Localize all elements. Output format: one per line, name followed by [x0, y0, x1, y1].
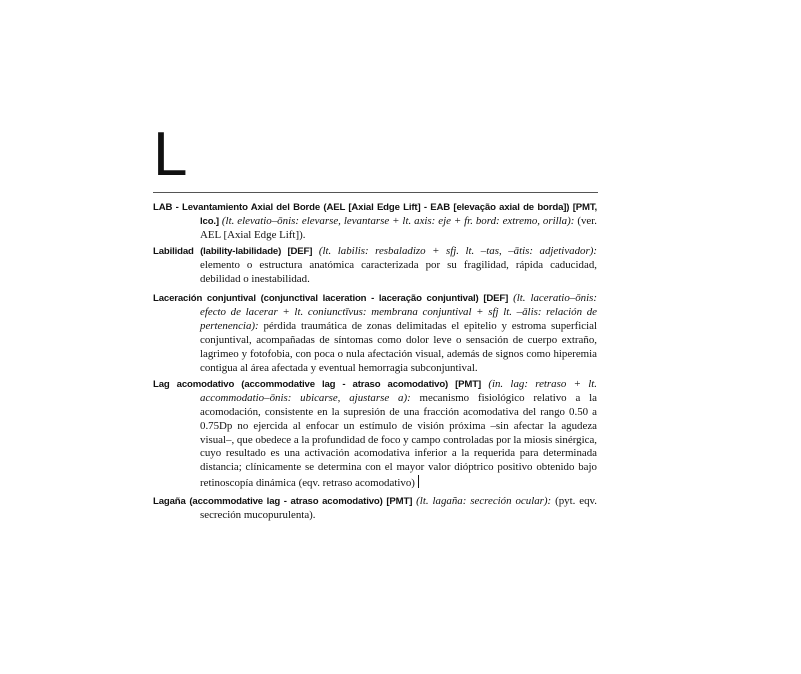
entry-definition: pérdida traumática de zonas delimitadas el epitelio y estroma superficial conjuntival, acompañadas de síntomas como dolor leve o sensación de cuerpo extraño, lagrimeo y fotofobia, con poca o nula afectación visual, además de signos como hiperemia contigua al área afectada y eventual hemorragia subconjuntival. — [200, 320, 597, 374]
entry-headword: Lag acomodativo (accommodative lag - atraso acomodativo) [PMT] — [153, 378, 482, 390]
entry-headword: Laceración conjuntival (conjunctival laceration - laceração conjuntival) [DEF] — [153, 293, 509, 305]
entry-definition: (pyt. eqv. secreción mucopurulenta). — [200, 495, 597, 522]
entry-headword: LAB - Levantamiento Axial del Borde (AEL [Axial Edge Lift] - EAB [elevação axial de borda]) [PMT, lco.] — [153, 202, 597, 227]
entry-definition: mecanismo fisiológico relativo a la acomodación, consistente en la supresión de una fracción acomodativa del rango 0.50 a 0.75Dp no ejercida al enfocar un estímulo de visión próxima –sin afectar la agudeza visual–, que obedece a la profundidad de foco y campo controladas por la miosis sinérgica, cuyo resultado es una activación acomodativa inferior a la requerida para determinada distancia; clínicamente se determina con el mayor valor dióptrico positivo obtenido bajo retinoscopía dinámica (eqv. retraso acomodativo) — [200, 391, 597, 490]
entry-definition: (ver. AEL [Axial Edge Lift]). — [200, 214, 597, 241]
entry-lag-acomodativo — [153, 378, 597, 491]
section-letter: L — [153, 120, 188, 189]
entry-definition: elemento o estructura anatómica caracterizada por su fragilidad, rápida caducidad, debilidad o inestabilidad. — [200, 258, 597, 285]
entry-labilidad — [153, 245, 597, 287]
text-cursor — [418, 475, 419, 488]
entry-lab — [153, 201, 597, 243]
entry-headword: Lagaña (accommodative lag - atraso acomodativo) [PMT] — [153, 496, 413, 508]
entry-laceracion-conjuntival — [153, 292, 597, 375]
entry-headword: Labilidad (lability-labilidade) [DEF] — [153, 245, 313, 257]
entry-etymology: (lt. labilis: resbaladizo + sfj. lt. –tas, –ātis: adjetivador): — [318, 244, 597, 257]
entry-list — [153, 201, 597, 523]
entry-etymology: (lt. lagaña: secreción ocular): — [416, 495, 552, 508]
entry-etymology: (lt. laceratio–ōnis: efecto de lacerar + lt. coniunctīvus: membrana conjuntival + sfj lt. –ālis: relación de pertenencia): — [200, 292, 597, 333]
section-divider — [153, 192, 598, 193]
entry-etymology: (in. lag: retraso + lt. accommodatio–ōnis: ubicarse, ajustarse a): — [200, 377, 597, 404]
entry-lagana — [153, 495, 597, 523]
entry-etymology: (lt. elevatio–ōnis: elevarse, levantarse + lt. axis: eje + fr. bord: extremo, orilla): — [221, 214, 575, 227]
